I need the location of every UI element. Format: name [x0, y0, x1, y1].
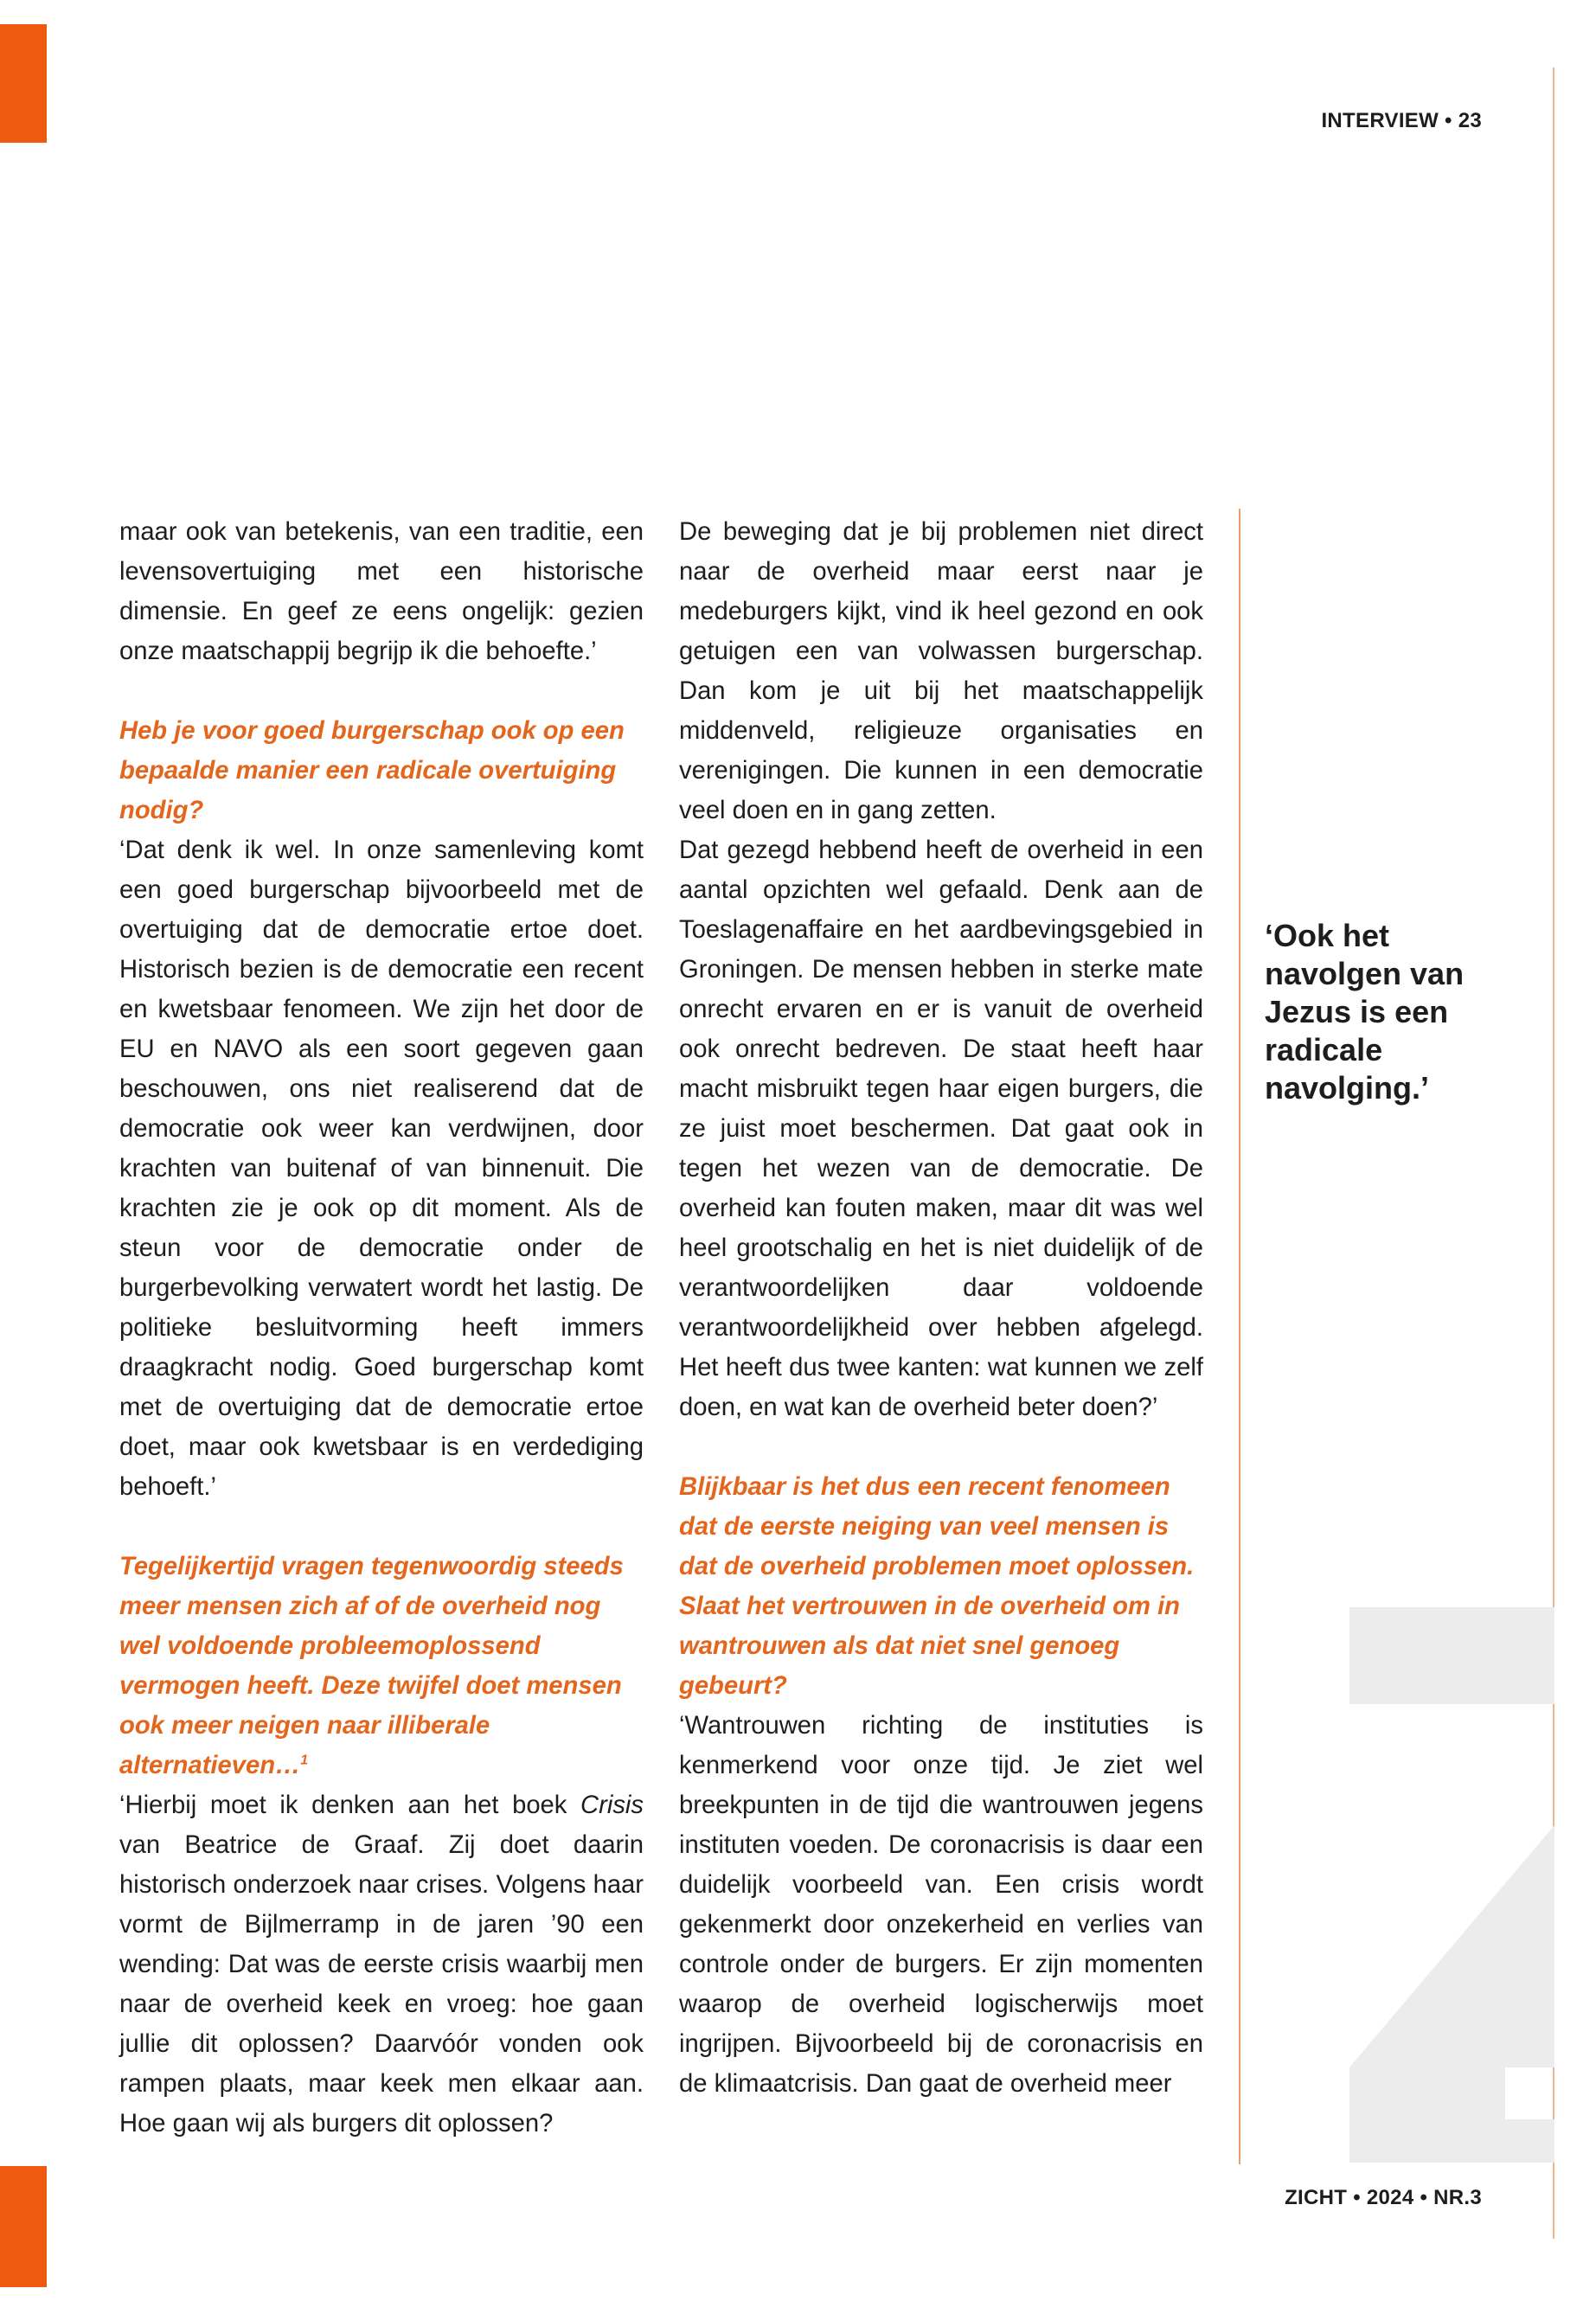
book-title: Crisis — [580, 1791, 644, 1819]
paragraph: De beweging dat je bij problemen niet direct naar de overheid maar eerst naar je medeburgers kijkt, vind ik heel gezond en ook getuigen een van volwassen burgerschap. Dan kom je uit bij het maatschappelijk middenveld, religieuze organisaties en verenigingen. Die kunnen in een democratie veel doen en in gang zetten. — [679, 518, 1203, 824]
interview-question: Heb je voor goed burgerschap ook op een bepaalde manier een radicale overtuiging nodig? — [119, 717, 625, 824]
interview-question: Tegelijkertijd vragen tegenwoordig steeds meer mensen zich af of de overheid nog wel voldoende probleemoplossend vermogen heeft. Deze twijfel doet mensen ook meer neigen naar illiberale alternatieven…$^1$ — [119, 1553, 624, 1779]
page-header: INTERVIEW • 23 — [1321, 109, 1482, 132]
left-column — [119, 512, 644, 2144]
page-footer: ZICHT • 2024 • NR.3 — [1285, 2186, 1482, 2209]
accent-bar-top — [0, 24, 47, 143]
pull-quote: ‘Ook het navolgen van Jezus is een radicale navolging.’ — [1265, 918, 1465, 1106]
paragraph: Dat gezegd hebbend heeft de overheid in een aantal opzichten wel gefaald. Denk aan de Toeslagenaffaire en het aardbevingsgebied in Groningen. De mensen hebben in sterke mate onrecht ervaren en er is vanuit de overheid ook onrecht bedreven. De staat heeft haar macht misbruikt tegen haar eigen burgers, die ze juist moet beschermen. Dat gaat ook in tegen het wezen van de democratie. De overheid kan fouten maken, maar dit was wel heel grootschalig en het is niet duidelijk of de verantwoordelijken daar voldoende verantwoordelijkheid over hebben afgelegd. Het heeft dus twee kanten: wat kunnen we zelf doen, en wat kan de overheid beter doen?’ — [679, 836, 1203, 1421]
accent-bar-bottom — [0, 2166, 47, 2287]
page-edge-line — [1553, 67, 1554, 2239]
paragraph: ‘Dat denk ik wel. In onze samenleving komt een goed burgerschap bijvoorbeeld met de overtuiging dat de democratie ertoe doet. Historisch bezien is de democratie een recent en kwetsbaar fenomeen. We zijn het door de EU en NAVO als een soort gegeven gaan beschouwen, ons niet realiserend dat de democratie ook weer kan verdwijnen, door krachten van buitenaf of van binnenuit. Die krachten zie je ook op dit moment. Als de steun voor de democratie onder de burgerbevolking verwatert wordt het lastig. De politieke besluitvorming heeft immers draagkracht nodig. Goed burgerschap komt met de overtuiging dat de democratie ertoe doet, maar ook kwetsbaar is en verdediging behoeft.’ — [119, 836, 644, 1501]
column-divider — [1239, 509, 1240, 2164]
paragraph: maar ook van betekenis, van een traditie, een levensovertuiging met een historische dimensie. En geef ze eens ongelijk: gezien onze maatschappij begrijp ik die behoefte.’ — [119, 518, 644, 665]
paragraph: ‘Wantrouwen richting de instituties is kenmerkend voor onze tijd. Je ziet wel breekpunten in de tijd die wantrouwen jegens instituten voeden. De coronacrisis is daar een duidelijk voorbeeld van. Een crisis wordt gekenmerkt door onzekerheid en verlies van controle onder de burgers. Er zijn momenten waarop de overheid logischerwijs moet ingrijpen. Bijvoorbeeld bij de coronacrisis en de klimaatcrisis. Dan gaat de overheid meer — [679, 1712, 1203, 2098]
right-column — [679, 512, 1203, 2104]
interview-question: Blijkbaar is het dus een recent fenomeen dat de eerste neiging van veel mensen is dat de overheid problemen moet oplossen. Slaat het vertrouwen in de overheid om in wantrouwen als dat niet snel genoeg gebeurt? — [679, 1473, 1195, 1700]
paragraph: ‘Hierbij moet ik denken aan het boek Crisis van Beatrice de Graaf. Zij doet daarin historisch onderzoek naar crises. Volgens haar vormt de Bijlmerramp in de jaren ’90 een wending: Dat was de eerste crisis waarbij men naar de overheid keek en vroeg: hoe gaan jullie dit oplossen? Daarvóór vonden ook rampen plaats, maar keek men elkaar aan. Hoe gaan wij als burgers dit oplossen? — [119, 1791, 644, 2138]
footnote-marker: 1 — [300, 1753, 309, 1768]
